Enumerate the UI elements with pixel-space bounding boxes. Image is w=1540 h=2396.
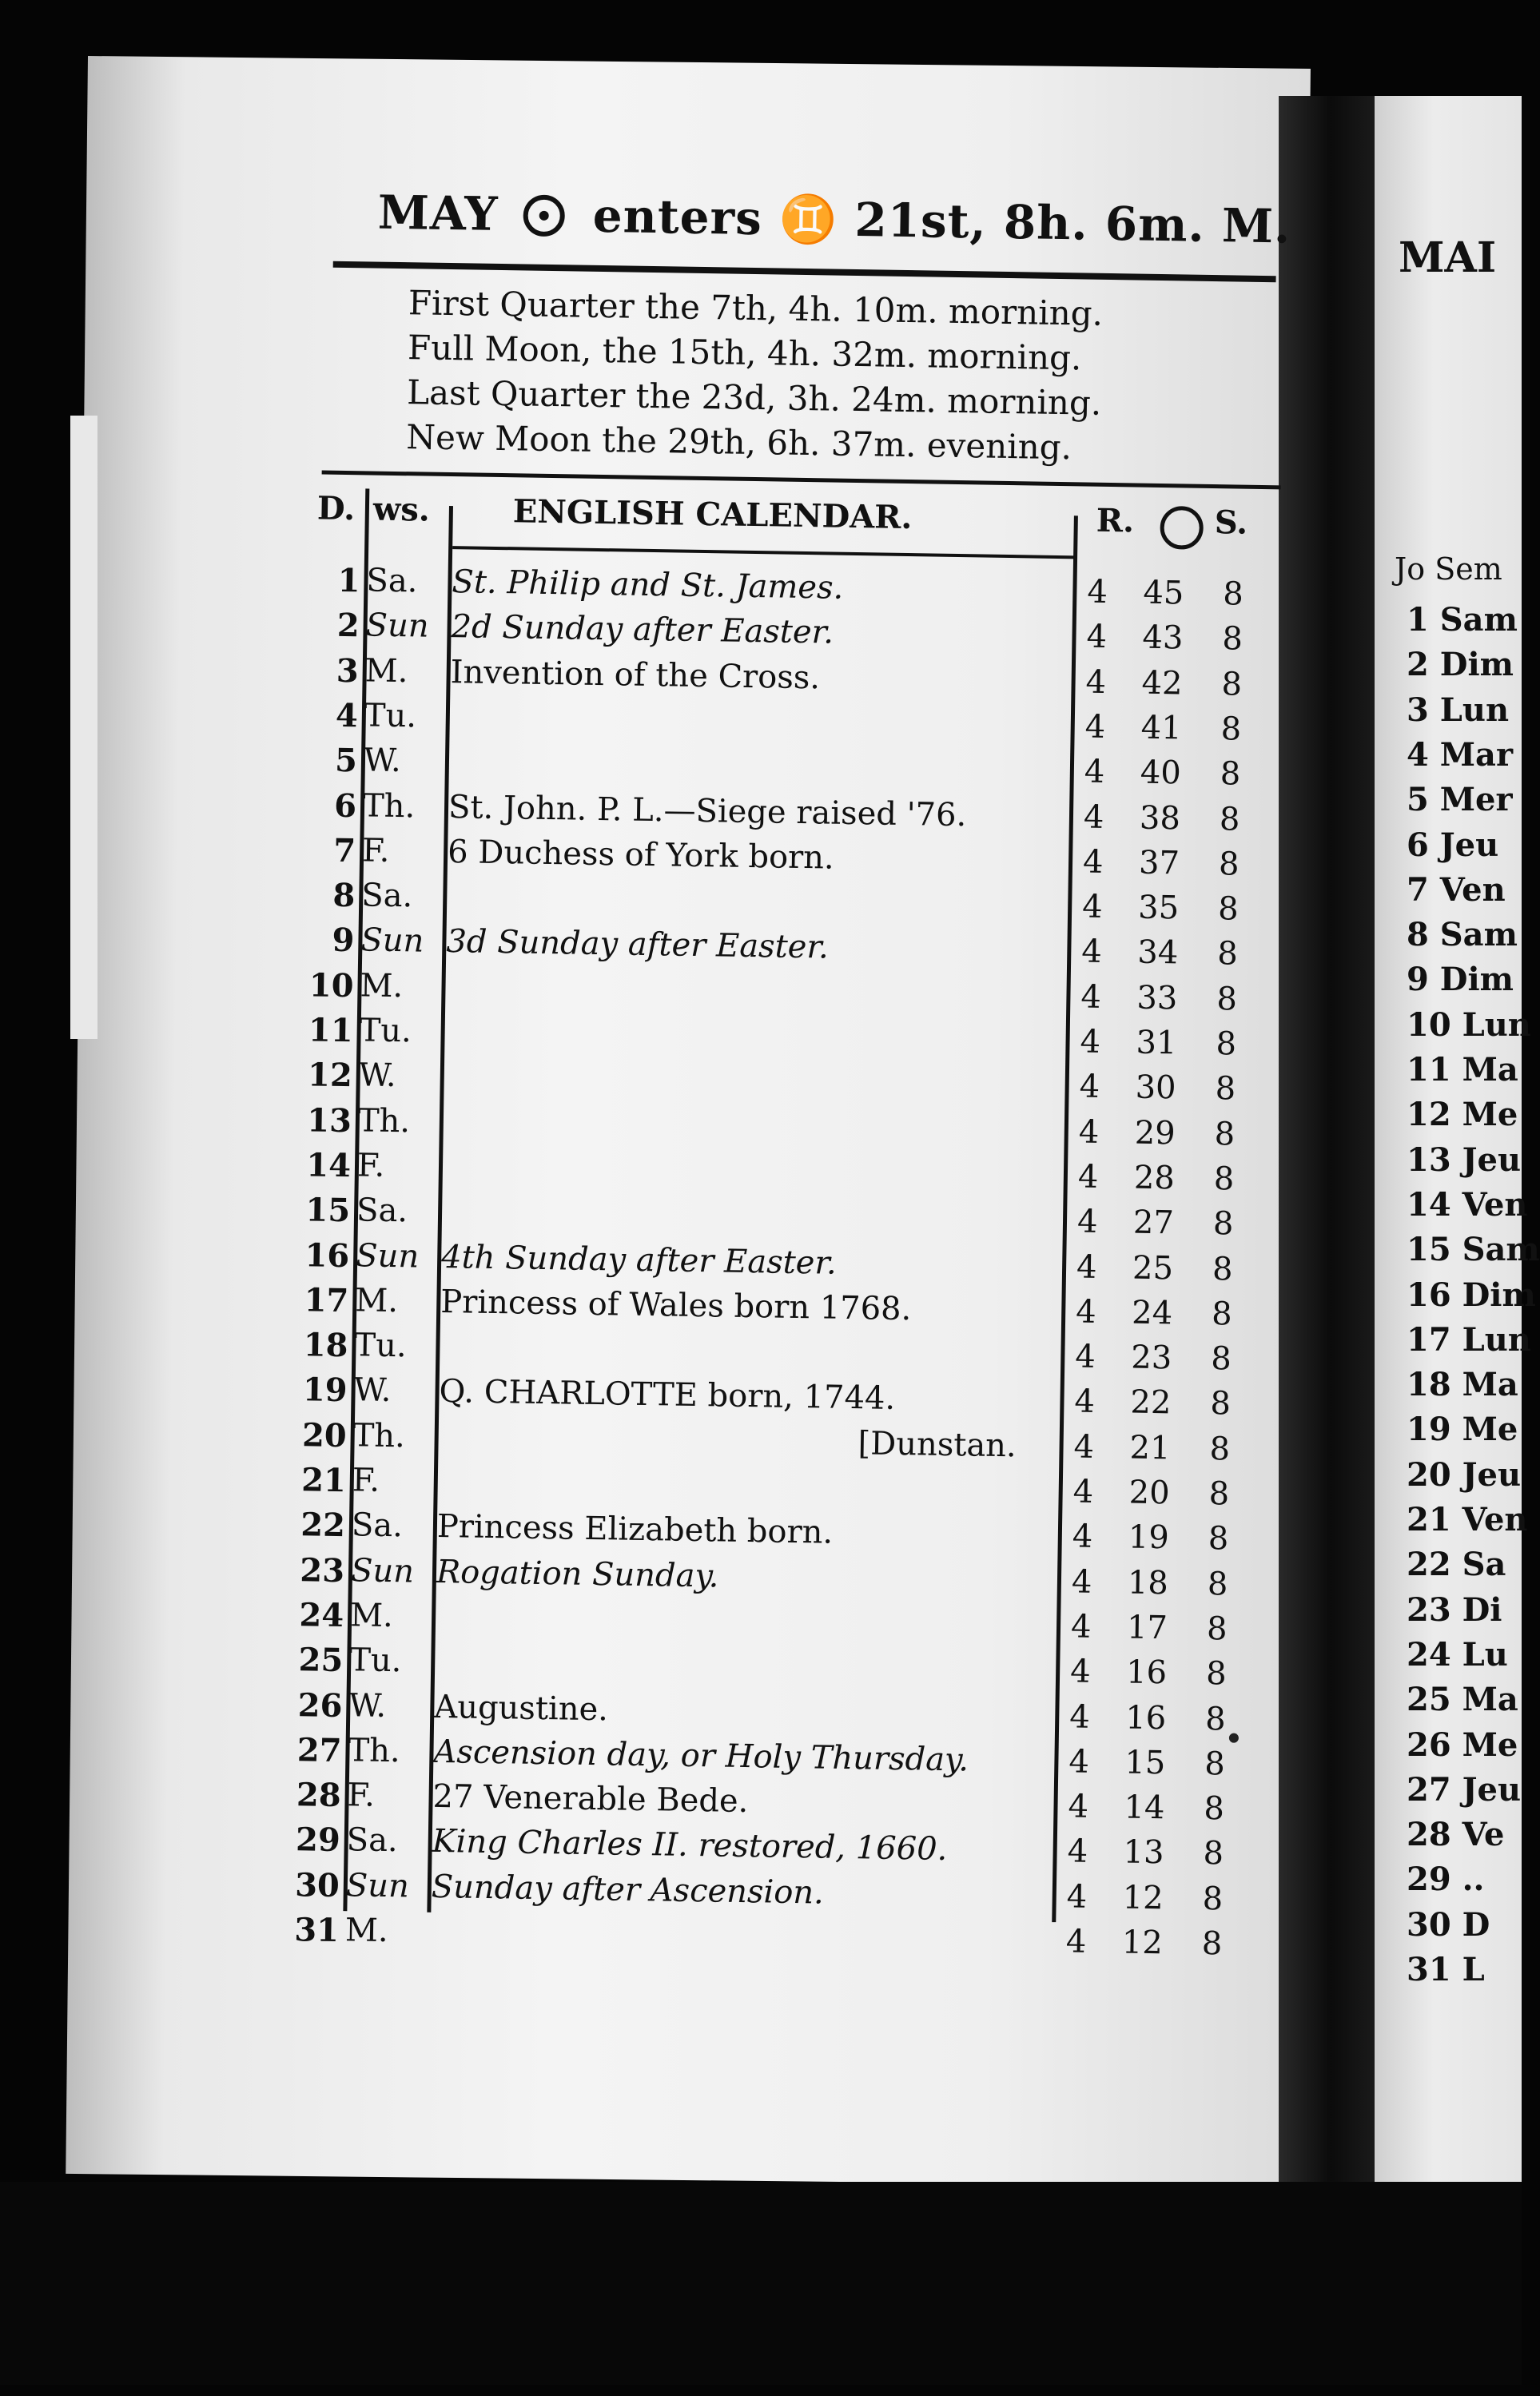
weekday: Tu. (359, 1012, 412, 1050)
day-number: 13 (306, 1100, 352, 1140)
rise-minute: 45 (1143, 574, 1184, 612)
right-page-row: 13 Jeu (1407, 1140, 1522, 1179)
rise-minute: 28 (1133, 1159, 1176, 1197)
set-hour: 8 (1220, 755, 1241, 793)
right-page-row: 25 Ma (1407, 1681, 1518, 1719)
calendar-entry: Princess Elizabeth born. (436, 1508, 834, 1552)
weekday: Sun (365, 607, 429, 645)
calendar-entry: Sunday after Ascension. (431, 1868, 825, 1912)
rise-hour: 4 (1073, 1428, 1095, 1466)
day-number: 30 (294, 1865, 340, 1904)
rise-minute: 12 (1122, 1879, 1164, 1916)
day-number: 22 (300, 1506, 346, 1545)
rise-minute: 38 (1139, 799, 1181, 837)
moon-phase-line: New Moon the 29th, 6h. 37m. evening. (405, 417, 1072, 468)
table-top-rule (322, 471, 1281, 490)
rise-hour: 4 (1084, 708, 1106, 746)
set-hour: 8 (1221, 665, 1243, 703)
day-number: 17 (304, 1281, 349, 1319)
day-number: 16 (304, 1236, 350, 1275)
right-page-row: 15 Sam (1407, 1231, 1540, 1269)
right-page-row: 27 Jeu (1407, 1770, 1522, 1809)
weekday: M. (355, 1282, 399, 1319)
rise-hour: 4 (1065, 1923, 1087, 1960)
weekday: Tu. (354, 1327, 407, 1365)
rise-minute: 14 (1124, 1789, 1165, 1827)
set-hour: 8 (1210, 1385, 1232, 1423)
right-page-row: 4 Mar (1407, 735, 1514, 774)
right-page-row: 23 Di (1407, 1590, 1502, 1629)
weekday: W. (353, 1371, 392, 1410)
rise-minute: 31 (1136, 1024, 1177, 1062)
calendar-entry: Rogation Sunday. (436, 1553, 719, 1595)
weekday: Sa. (351, 1506, 404, 1545)
rise-hour: 4 (1079, 1068, 1100, 1106)
rise-minute: 12 (1121, 1924, 1164, 1962)
day-number: 8 (332, 876, 356, 915)
rise-minute: 25 (1132, 1249, 1174, 1287)
set-hour: 8 (1201, 1925, 1223, 1963)
right-page-row: 18 Ma (1407, 1366, 1518, 1404)
right-page-row: 22 Sa (1407, 1546, 1506, 1584)
rise-hour: 4 (1087, 573, 1108, 611)
rise-hour: 4 (1080, 1023, 1101, 1061)
right-page-row: 19 Me (1407, 1411, 1518, 1449)
rise-minute: 22 (1130, 1383, 1172, 1422)
right-page-row: 9 Dim (1407, 961, 1514, 999)
weekday: Sa. (360, 877, 413, 915)
day-number: 19 (302, 1371, 348, 1410)
rise-minute: 33 (1136, 979, 1178, 1017)
weekday: Tu. (348, 1642, 402, 1680)
ink-spot (1229, 1733, 1239, 1743)
day-number: 26 (297, 1686, 343, 1725)
sun-entry-text: enters ♊ 21st, 8h. 6m. M. (592, 188, 1291, 254)
header-weekday: ws. (372, 490, 431, 529)
right-page-row: 16 Dim (1407, 1276, 1536, 1314)
right-page-row: 2 Dim (1407, 646, 1514, 684)
set-hour: 8 (1216, 935, 1239, 973)
rise-minute: 24 (1131, 1294, 1173, 1332)
right-page-row: 7 Ven (1407, 870, 1506, 909)
right-page-row: 17 Lun (1407, 1320, 1531, 1359)
calendar-entry: 4th Sunday after Easter. (440, 1238, 838, 1282)
rise-hour: 4 (1078, 1113, 1100, 1151)
day-number: 20 (301, 1415, 348, 1455)
rise-minute: 43 (1142, 619, 1184, 657)
set-hour: 8 (1216, 1025, 1237, 1063)
weekday: Th. (357, 1101, 411, 1140)
right-page-row: 11 Ma (1407, 1051, 1518, 1089)
right-page-row: 28 Ve (1407, 1816, 1505, 1854)
rise-hour: 4 (1074, 1383, 1096, 1421)
set-hour: 8 (1209, 1430, 1231, 1468)
day-number: 6 (333, 786, 357, 825)
month-title: MAY (377, 185, 499, 241)
right-page-row: 6 Jeu (1407, 826, 1499, 864)
set-hour: 8 (1217, 890, 1240, 928)
rise-hour: 4 (1068, 1743, 1090, 1781)
right-page-row: 12 Me (1407, 1096, 1518, 1134)
rise-hour: 4 (1083, 798, 1104, 836)
header-rise: R. (1096, 501, 1135, 540)
day-number: 4 (335, 696, 359, 735)
weekday: Sun (345, 1866, 410, 1905)
rise-hour: 4 (1085, 663, 1107, 701)
set-hour: 8 (1211, 1295, 1233, 1333)
rise-hour: 4 (1082, 843, 1104, 881)
weekday: Th. (348, 1732, 401, 1770)
rise-minute: 17 (1126, 1609, 1168, 1647)
set-hour: 8 (1206, 1610, 1228, 1648)
weekday: W. (348, 1686, 387, 1725)
day-number: 7 (332, 831, 356, 870)
rise-minute: 35 (1137, 889, 1180, 927)
rise-hour: 4 (1080, 933, 1103, 971)
day-number: 24 (299, 1596, 344, 1635)
rise-minute: 21 (1129, 1429, 1171, 1467)
day-number: 27 (296, 1731, 342, 1769)
right-page-row: 1 Sam (1407, 601, 1518, 639)
rise-hour: 4 (1069, 1653, 1091, 1690)
weekday: Sun (360, 921, 424, 960)
set-hour: 8 (1213, 1160, 1235, 1198)
calendar-entry: Augustine. (434, 1688, 609, 1728)
right-page-row: 26 Me (1407, 1725, 1518, 1764)
calendar-entry: 3d Sunday after Easter. (446, 923, 830, 966)
rise-hour: 4 (1080, 978, 1102, 1016)
rise-hour: 4 (1081, 888, 1104, 926)
rise-minute: 16 (1124, 1699, 1167, 1737)
right-page-row: 29 .. (1407, 1861, 1485, 1899)
rise-minute: 41 (1140, 709, 1183, 747)
moon-phase-line: First Quarter the 7th, 4h. 10m. morning. (408, 283, 1104, 333)
rise-minute: 40 (1140, 754, 1182, 792)
moon-phase-line: Full Moon, the 15th, 4h. 32m. morning. (407, 328, 1082, 378)
set-hour: 8 (1210, 1340, 1232, 1378)
set-hour: 8 (1222, 620, 1244, 658)
day-number: 3 (336, 651, 360, 690)
header-rule (333, 261, 1276, 283)
header-set: S. (1214, 503, 1248, 542)
rise-hour: 4 (1084, 753, 1105, 791)
weekday: Sa. (356, 1192, 408, 1230)
set-hour: 8 (1214, 1115, 1236, 1153)
weekday: F. (347, 1777, 376, 1814)
rise-hour: 4 (1068, 1697, 1091, 1736)
day-number: 31 (293, 1911, 340, 1950)
weekday: Sun (350, 1551, 415, 1590)
rise-hour: 4 (1075, 1293, 1097, 1331)
rise-hour: 4 (1076, 1203, 1098, 1241)
calendar-entry: Princess of Wales born 1768. (440, 1283, 912, 1328)
rise-minute: 18 (1127, 1564, 1169, 1602)
day-number: 28 (296, 1776, 341, 1815)
calendar-head-rule (452, 546, 1076, 559)
rise-hour: 4 (1068, 1788, 1089, 1825)
right-page-row: 5 Mer (1407, 781, 1513, 819)
day-number: 15 (305, 1191, 351, 1230)
rise-hour: 4 (1077, 1158, 1099, 1196)
day-number: 5 (334, 742, 358, 780)
day-number: 21 (300, 1461, 347, 1500)
set-hour: 8 (1215, 1070, 1236, 1108)
weekday: M. (344, 1912, 389, 1950)
calendar-entry: 27 Venerable Bede. (432, 1778, 749, 1821)
weekday: Sa. (366, 562, 418, 600)
set-hour: 8 (1216, 980, 1238, 1018)
right-page-col-head (1395, 551, 1502, 587)
rise-hour: 4 (1066, 1878, 1088, 1916)
day-number: 23 (300, 1550, 345, 1590)
moon-phase-line: Last Quarter the 23d, 3h. 24m. morning. (406, 372, 1102, 423)
day-number: 18 (303, 1326, 348, 1365)
set-hour: 8 (1202, 1880, 1224, 1918)
set-hour: 8 (1204, 1790, 1225, 1828)
weekday: Sa. (346, 1821, 399, 1860)
weekday: M. (349, 1597, 394, 1634)
set-hour: 8 (1204, 1745, 1226, 1783)
weekday: F. (361, 832, 390, 870)
sun-icon (523, 194, 565, 237)
right-page-row: 31 L (1407, 1951, 1485, 1988)
day-number: 2 (336, 607, 360, 645)
calendar-entry: [Dunstan. (858, 1424, 1017, 1465)
day-number: 29 (295, 1821, 341, 1860)
day-number: 11 (308, 1011, 354, 1050)
rise-hour: 4 (1072, 1473, 1094, 1510)
weekday: F. (356, 1147, 385, 1184)
calendar-entry: Invention of the Cross. (450, 653, 821, 696)
weekday: Th. (352, 1416, 406, 1455)
weekday: M. (360, 967, 404, 1005)
weekday: Sun (355, 1236, 420, 1276)
right-page-row: 3 Lun (1407, 691, 1510, 729)
calendar-entry: 2d Sunday after Easter. (451, 608, 834, 651)
rise-minute: 23 (1130, 1339, 1172, 1377)
header-calendar: ENGLISH CALENDAR. (512, 492, 913, 537)
right-page-row: 30 D (1407, 1905, 1490, 1944)
rise-hour: 4 (1071, 1563, 1092, 1601)
set-hour: 8 (1218, 846, 1240, 883)
set-hour: 8 (1208, 1520, 1229, 1558)
calendar-entry: Ascension day, or Holy Thursday. (433, 1733, 969, 1779)
weekday: M. (364, 651, 408, 690)
day-number: 14 (305, 1146, 352, 1185)
day-number: 12 (307, 1056, 353, 1095)
weekday: Th. (362, 786, 416, 825)
sun-column-icon (1160, 506, 1204, 550)
weekday: W. (358, 1057, 396, 1095)
right-page-row: 14 Ven (1407, 1185, 1528, 1224)
set-hour: 8 (1205, 1655, 1227, 1693)
weekday: W. (363, 742, 402, 780)
day-number: 25 (298, 1641, 344, 1680)
rise-minute: 19 (1128, 1518, 1170, 1557)
rise-hour: 4 (1086, 618, 1108, 656)
header-day: D. (316, 489, 356, 528)
right-col-week: Sem (1435, 551, 1502, 587)
day-number: 1 (337, 561, 360, 600)
rise-minute: 20 (1128, 1474, 1170, 1512)
month-header (377, 185, 1291, 255)
rise-hour: 4 (1067, 1833, 1088, 1871)
set-hour: 8 (1212, 1205, 1234, 1243)
right-page-month: MAI (1399, 233, 1497, 282)
rise-hour: 4 (1070, 1608, 1092, 1646)
rise-minute: 37 (1138, 844, 1180, 882)
right-page-row: 8 Sam (1407, 916, 1518, 954)
calendar-entry: St. John. P. L.—Siege raised '76. (448, 788, 967, 834)
right-page-row: 10 Lun (1407, 1005, 1531, 1044)
rise-hour: 4 (1075, 1338, 1096, 1375)
rise-minute: 29 (1134, 1114, 1176, 1152)
set-hour: 8 (1212, 1250, 1233, 1288)
calendar-entry: St. Philip and St. James. (452, 563, 844, 607)
rise-hour: 4 (1076, 1248, 1097, 1286)
right-page-row: 21 Ven (1407, 1501, 1528, 1538)
set-hour: 8 (1204, 1700, 1227, 1737)
set-hour: 8 (1219, 800, 1240, 838)
calendar-entry: King Charles II. restored, 1660. (432, 1823, 948, 1869)
rise-minute: 16 (1125, 1654, 1168, 1692)
rise-minute: 13 (1123, 1833, 1164, 1872)
rise-hour: 4 (1072, 1518, 1093, 1556)
right-page-row: 24 Lu (1407, 1635, 1508, 1674)
set-hour: 8 (1208, 1475, 1230, 1513)
calendar-entry: Q. CHARLOTTE born, 1744. (439, 1373, 896, 1418)
set-hour: 8 (1223, 575, 1244, 613)
right-page-row: 20 Jeu (1407, 1455, 1522, 1494)
rise-minute: 42 (1141, 664, 1183, 702)
set-hour: 8 (1220, 710, 1242, 748)
calendar-entry: 6 Duchess of York born. (447, 833, 835, 877)
day-number: 9 (332, 921, 355, 960)
right-col-day: Jo (1395, 551, 1426, 587)
rise-minute: 30 (1135, 1069, 1176, 1107)
set-hour: 8 (1203, 1835, 1224, 1873)
set-hour: 8 (1207, 1565, 1228, 1603)
rise-minute: 15 (1124, 1744, 1166, 1782)
rise-minute: 27 (1132, 1204, 1175, 1242)
weekday: Tu. (364, 697, 417, 735)
rise-minute: 34 (1136, 934, 1179, 972)
weekday: F. (352, 1462, 380, 1499)
day-number: 10 (308, 966, 354, 1005)
